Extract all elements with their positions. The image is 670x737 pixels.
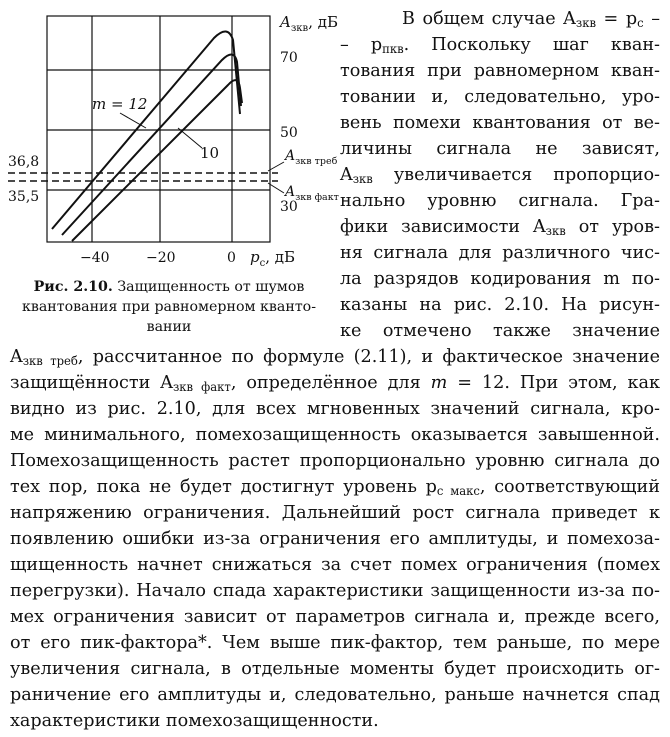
text-line-16: видно из рис. 2.10, для всех мгновенных значений сигнала, кро- bbox=[10, 399, 660, 419]
text-line-1: В общем случае $A_{зкв} = p_с$ – bbox=[402, 9, 660, 30]
x-tick-0: 0 bbox=[227, 250, 236, 266]
curve-label-m12: m = 12 bbox=[92, 95, 148, 113]
x-tick-m40: −40 bbox=[80, 250, 110, 266]
text-line-23: перегрузки). Начало спада характеристики защищенности из-за по- bbox=[10, 581, 660, 601]
text-line-28: характеристики помехозащищенности. bbox=[10, 711, 379, 731]
label-treb: $A_{зкв треб}$ bbox=[285, 148, 338, 167]
text-line-22: щищенность начнет снижаться за счет помех ограничения (помех bbox=[10, 555, 660, 575]
text-line-27: раничение его амплитуды и, следовательно, раньше начнется спад bbox=[10, 685, 660, 705]
text-line-11: ла разрядов кодирования m по- bbox=[340, 269, 660, 289]
y-tick-70: 70 bbox=[280, 50, 298, 66]
quantization-noise-chart bbox=[0, 0, 339, 275]
y-axis-label: $A_{зкв}$, дБ bbox=[280, 13, 338, 34]
caption-line-2: квантования при равномерном кванто- bbox=[21, 299, 317, 315]
leader-m12 bbox=[120, 113, 146, 128]
curve-label-10: 10 bbox=[200, 144, 220, 162]
text-line-20: напряжению ограничения. Дальнейший рост сигнала приведет к bbox=[10, 503, 660, 523]
left-mark-35-5: 35,5 bbox=[8, 189, 40, 205]
text-line-25: от его пик-фактора*. Чем выше пик-фактор, тем раньше, по мере bbox=[10, 633, 660, 653]
caption-label: Рис. 2.10. bbox=[33, 279, 113, 295]
y-tick-30: 30 bbox=[280, 199, 298, 215]
text-line-24: мех ограничения зависит от параметров сигнала и, прежде всего, bbox=[10, 607, 660, 627]
x-axis-label: $p_с$, дБ bbox=[250, 248, 296, 269]
text-line-18: Помехозащищенность растет пропорционально уровню сигнала до bbox=[10, 451, 660, 471]
y-tick-50: 50 bbox=[280, 125, 298, 141]
text-line-6: личины сигнала не зависят, bbox=[340, 139, 660, 159]
text-line-17: ме минимального, помехозащищенность оказывается завышенной. bbox=[10, 425, 660, 445]
text-line-8: нально уровню сигнала. Гра- bbox=[340, 191, 660, 211]
text-line-2: – $p_{пкв}$. Поскольку шаг кван- bbox=[340, 35, 660, 56]
text-line-21: появлению ошибки из-за ограничения его амплитуды, и помехоза- bbox=[10, 529, 660, 549]
figure-caption bbox=[4, 277, 334, 337]
text-line-19: тех пор, пока не будет достигнут уровень $p_{с макс}$, соответствующий bbox=[10, 477, 660, 498]
left-mark-36-8: 36,8 bbox=[8, 154, 40, 170]
text-line-13: ке отмечено также значение bbox=[340, 321, 660, 341]
label-fakt: $A_{зкв факт}$ bbox=[285, 184, 339, 203]
text-line-14: $A_{зкв треб}$, рассчитанное по формуле (2.11), и фактическое значение bbox=[10, 347, 660, 368]
text-line-15: защищённости $A_{зкв факт}$, определённое для m = 12. При этом, как bbox=[10, 373, 661, 394]
x-tick-m20: −20 bbox=[146, 250, 176, 266]
text-line-9: фики зависимости $A_{зкв}$ от уров- bbox=[340, 217, 660, 238]
caption-line-3: вании bbox=[146, 319, 192, 335]
text-line-5: вень помехи квантования от ве- bbox=[340, 113, 660, 133]
text-line-26: увеличения сигнала, в отдельные моменты будет происходить ог- bbox=[10, 659, 660, 679]
leader-10 bbox=[178, 128, 202, 148]
text-line-4: товании и, следовательно, уро- bbox=[340, 87, 660, 107]
text-line-7: $A_{зкв}$ увеличивается пропорцио- bbox=[340, 165, 660, 186]
caption-line-1: Защищенность от шумов bbox=[117, 279, 305, 295]
text-line-10: ня сигнала для различного чис- bbox=[340, 243, 660, 263]
text-line-3: тования при равномерном кван- bbox=[340, 61, 660, 81]
text-line-12: казаны на рис. 2.10. На рисун- bbox=[340, 295, 660, 315]
